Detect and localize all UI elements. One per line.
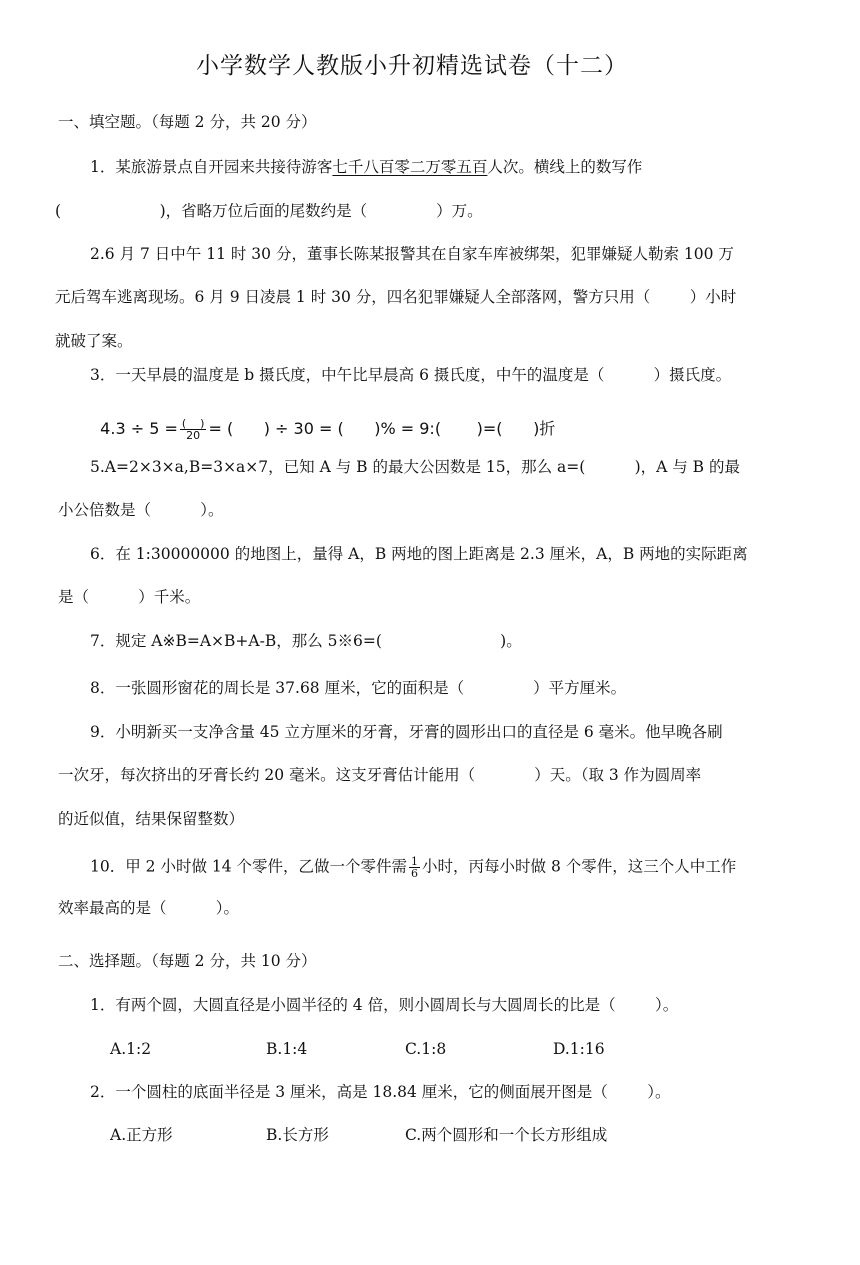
q1-line-2: ( )，省略万位后面的尾数约是（ ）万。 (55, 202, 483, 220)
question-1-8: 8．一张圆形窗花的周长是 37.68 厘米，它的面积是（ ）平方厘米。 (90, 679, 627, 697)
q4-fraction-numerator: ( ) (181, 417, 205, 430)
question-2-1: 1．有两个圆，大圆直径是小圆半径的 4 倍，则小圆周长与大圆周长的比是（ ）。 (90, 996, 679, 1014)
q5-line-2: 小公倍数是（ ）。 (58, 501, 224, 519)
question-1-3: 3．一天早晨的温度是 b 摄氏度，中午比早晨高 6 摄氏度，中午的温度是（ ）摄氏度。 (90, 366, 732, 384)
q1-text-b: 人次。横线上的数写作 (487, 158, 643, 176)
section-2-heading: 二、选择题。（每题 2 分，共 10 分） (58, 952, 317, 970)
question-1-4 (90, 398, 555, 441)
q4-text-a: 4.3 ÷ 5 = (100, 419, 178, 438)
q10-fraction (409, 856, 420, 879)
q2-1-option-a: A.1:2 (110, 1040, 152, 1058)
q1-text-a: 1．某旅游景点自开园来共接待游客 (90, 158, 333, 176)
question-1-7: 7．规定 A※B=A×B+A-B，那么 5※6=( )。 (90, 632, 522, 650)
q10-text-b: 小时，丙每小时做 8 个零件，这三个人中工作 (422, 857, 737, 876)
q4-fraction (180, 418, 207, 441)
q2-2-option-c: C.两个圆形和一个长方形组成 (405, 1126, 608, 1144)
q4-text-b: = ( ) ÷ 30 = ( )% = 9:( )=( )折 (208, 419, 556, 438)
q1-underlined-number: 七千八百零二万零五百 (332, 158, 488, 176)
q2-line-3: 就破了案。 (55, 332, 133, 350)
q9-line-3: 的近似值，结果保留整数） (58, 810, 245, 828)
page-title: 小学数学人教版小升初精选试卷（十二） (196, 53, 628, 79)
q2-1-option-b: B.1:4 (266, 1040, 308, 1058)
q6-line-2: 是（ ）千米。 (58, 588, 201, 606)
q2-line-1: 2.6 月 7 日中午 11 时 30 分，董事长陈某报警其在自家车库被绑架，犯罪嫌疑人勒索 100 万 (90, 245, 734, 263)
q10-line-2: 效率最高的是（ ）。 (58, 899, 240, 917)
q10-fraction-denominator: 6 (411, 867, 419, 880)
q10-line-1 (90, 856, 736, 879)
q2-1-option-c: C.1:8 (405, 1040, 447, 1058)
q2-1-option-d: D.1:16 (553, 1040, 605, 1058)
q2-2-option-b: B.长方形 (266, 1126, 329, 1144)
q9-line-1: 9．小明新买一支净含量 45 立方厘米的牙膏，牙膏的圆形出口的直径是 6 毫米。他早晚各刷 (90, 723, 723, 741)
q4-fraction-denominator: 20 (186, 429, 201, 442)
question-1-1 (90, 157, 642, 177)
section-1-heading: 一、填空题。（每题 2 分，共 20 分） (58, 113, 317, 131)
q6-line-1: 6．在 1:30000000 的地图上，量得 A，B 两地的图上距离是 2.3 厘米，A，B 两地的实际距离 (90, 545, 748, 563)
question-2-2: 2．一个圆柱的底面半径是 3 厘米，高是 18.84 厘米，它的侧面展开图是（ ）。 (90, 1083, 671, 1101)
q9-line-2: 一次牙，每次挤出的牙膏长约 20 毫米。这支牙膏估计能用（ ）天。（取 3 作为圆周率 (58, 766, 702, 784)
q5-line-1: 5.A=2×3×a,B=3×a×7，已知 A 与 B 的最大公因数是 15，那么 a=( )，A 与 B 的最 (90, 458, 740, 476)
q2-2-option-a: A.正方形 (110, 1126, 173, 1144)
q10-fraction-numerator: 1 (411, 855, 419, 868)
q10-text-a: 10．甲 2 小时做 14 个零件，乙做一个零件需 (90, 857, 408, 876)
q2-line-2: 元后驾车逃离现场。6 月 9 日凌晨 1 时 30 分，四名犯罪嫌疑人全部落网，警方只用（ ）小时 (55, 288, 737, 306)
